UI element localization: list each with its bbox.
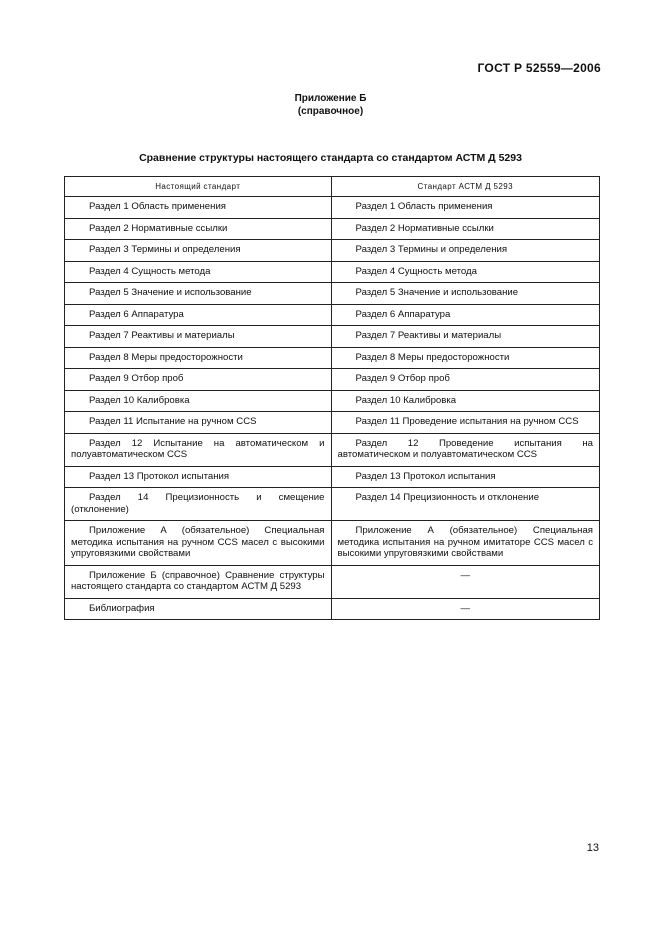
cell-current-standard: Раздел 13 Протокол испытания: [65, 466, 332, 488]
table-row: [65, 304, 600, 326]
cell-astm-standard: Раздел 8 Меры предосторожности: [331, 347, 600, 369]
table-row: [65, 369, 600, 391]
column-header-current-standard: Настоящий стандарт: [65, 177, 332, 197]
cell-astm-standard: Раздел 11 Проведение испытания на ручном CCS: [331, 412, 600, 434]
cell-current-standard: Раздел 14 Прецизионность и смещение (отклонение): [65, 488, 332, 521]
table-row: [65, 565, 600, 598]
table-title: Сравнение структуры настоящего стандарта со стандартом АСТМ Д 5293: [139, 152, 522, 164]
cell-current-standard: Раздел 12 Испытание на автоматическом и полуавтоматическом CCS: [65, 433, 332, 466]
cell-astm-standard: Раздел 5 Значение и использование: [331, 283, 600, 305]
cell-current-standard: Раздел 8 Меры предосторожности: [65, 347, 332, 369]
cell-current-standard: Приложение Б (справочное) Сравнение структуры настоящего стандарта со стандартом АСТМ Д 5293: [65, 565, 332, 598]
cell-current-standard: Раздел 1 Область применения: [65, 197, 332, 219]
cell-astm-standard: Раздел 7 Реактивы и материалы: [331, 326, 600, 348]
table-row: [65, 433, 600, 466]
table-header-row: [65, 177, 600, 197]
cell-current-standard: Раздел 11 Испытание на ручном CCS: [65, 412, 332, 434]
cell-astm-standard: Приложение А (обязательное) Специальная методика испытания на ручном имитаторе CCS масел с высокими упруговязкими свойствами: [331, 521, 600, 566]
column-header-astm-standard: Стандарт АСТМ Д 5293: [331, 177, 600, 197]
cell-astm-standard: Раздел 3 Термины и определения: [331, 240, 600, 262]
cell-astm-standard: Раздел 12 Проведение испытания на автоматическом и полуавтоматическом CCS: [331, 433, 600, 466]
cell-astm-standard: —: [331, 598, 600, 620]
cell-current-standard: Раздел 9 Отбор проб: [65, 369, 332, 391]
cell-astm-standard: Раздел 2 Нормативные ссылки: [331, 218, 600, 240]
table-row: [65, 598, 600, 620]
cell-astm-standard: Раздел 13 Протокол испытания: [331, 466, 600, 488]
cell-current-standard: Раздел 7 Реактивы и материалы: [65, 326, 332, 348]
table-row: [65, 347, 600, 369]
comparison-table: [64, 176, 600, 620]
cell-astm-standard: Раздел 9 Отбор проб: [331, 369, 600, 391]
cell-astm-standard: —: [331, 565, 600, 598]
cell-current-standard: Раздел 4 Сущность метода: [65, 261, 332, 283]
table-row: [65, 326, 600, 348]
document-code: ГОСТ Р 52559—2006: [477, 61, 601, 75]
cell-current-standard: Раздел 3 Термины и определения: [65, 240, 332, 262]
cell-current-standard: Раздел 2 Нормативные ссылки: [65, 218, 332, 240]
table-row: [65, 283, 600, 305]
cell-astm-standard: Раздел 10 Калибровка: [331, 390, 600, 412]
table-row: [65, 521, 600, 566]
table-row: [65, 218, 600, 240]
cell-astm-standard: Раздел 6 Аппаратура: [331, 304, 600, 326]
cell-current-standard: Раздел 5 Значение и использование: [65, 283, 332, 305]
table-row: [65, 488, 600, 521]
annex-type: (справочное): [297, 106, 364, 117]
cell-current-standard: Раздел 10 Калибровка: [65, 390, 332, 412]
page-number: 13: [586, 842, 599, 854]
table-row: [65, 197, 600, 219]
table-row: [65, 240, 600, 262]
cell-astm-standard: Раздел 14 Прецизионность и отклонение: [331, 488, 600, 521]
cell-astm-standard: Раздел 4 Сущность метода: [331, 261, 600, 283]
cell-current-standard: Приложение А (обязательное) Специальная методика испытания на ручном CCS масел с высокими упруговязкими свойствами: [65, 521, 332, 566]
cell-current-standard: Раздел 6 Аппаратура: [65, 304, 332, 326]
table-row: [65, 261, 600, 283]
table-row: [65, 390, 600, 412]
table-row: [65, 412, 600, 434]
annex-heading: [0, 92, 661, 118]
annex-title: Приложение Б: [294, 93, 367, 104]
cell-current-standard: Библиография: [65, 598, 332, 620]
table-body: [65, 197, 600, 620]
table-row: [65, 466, 600, 488]
cell-astm-standard: Раздел 1 Область применения: [331, 197, 600, 219]
